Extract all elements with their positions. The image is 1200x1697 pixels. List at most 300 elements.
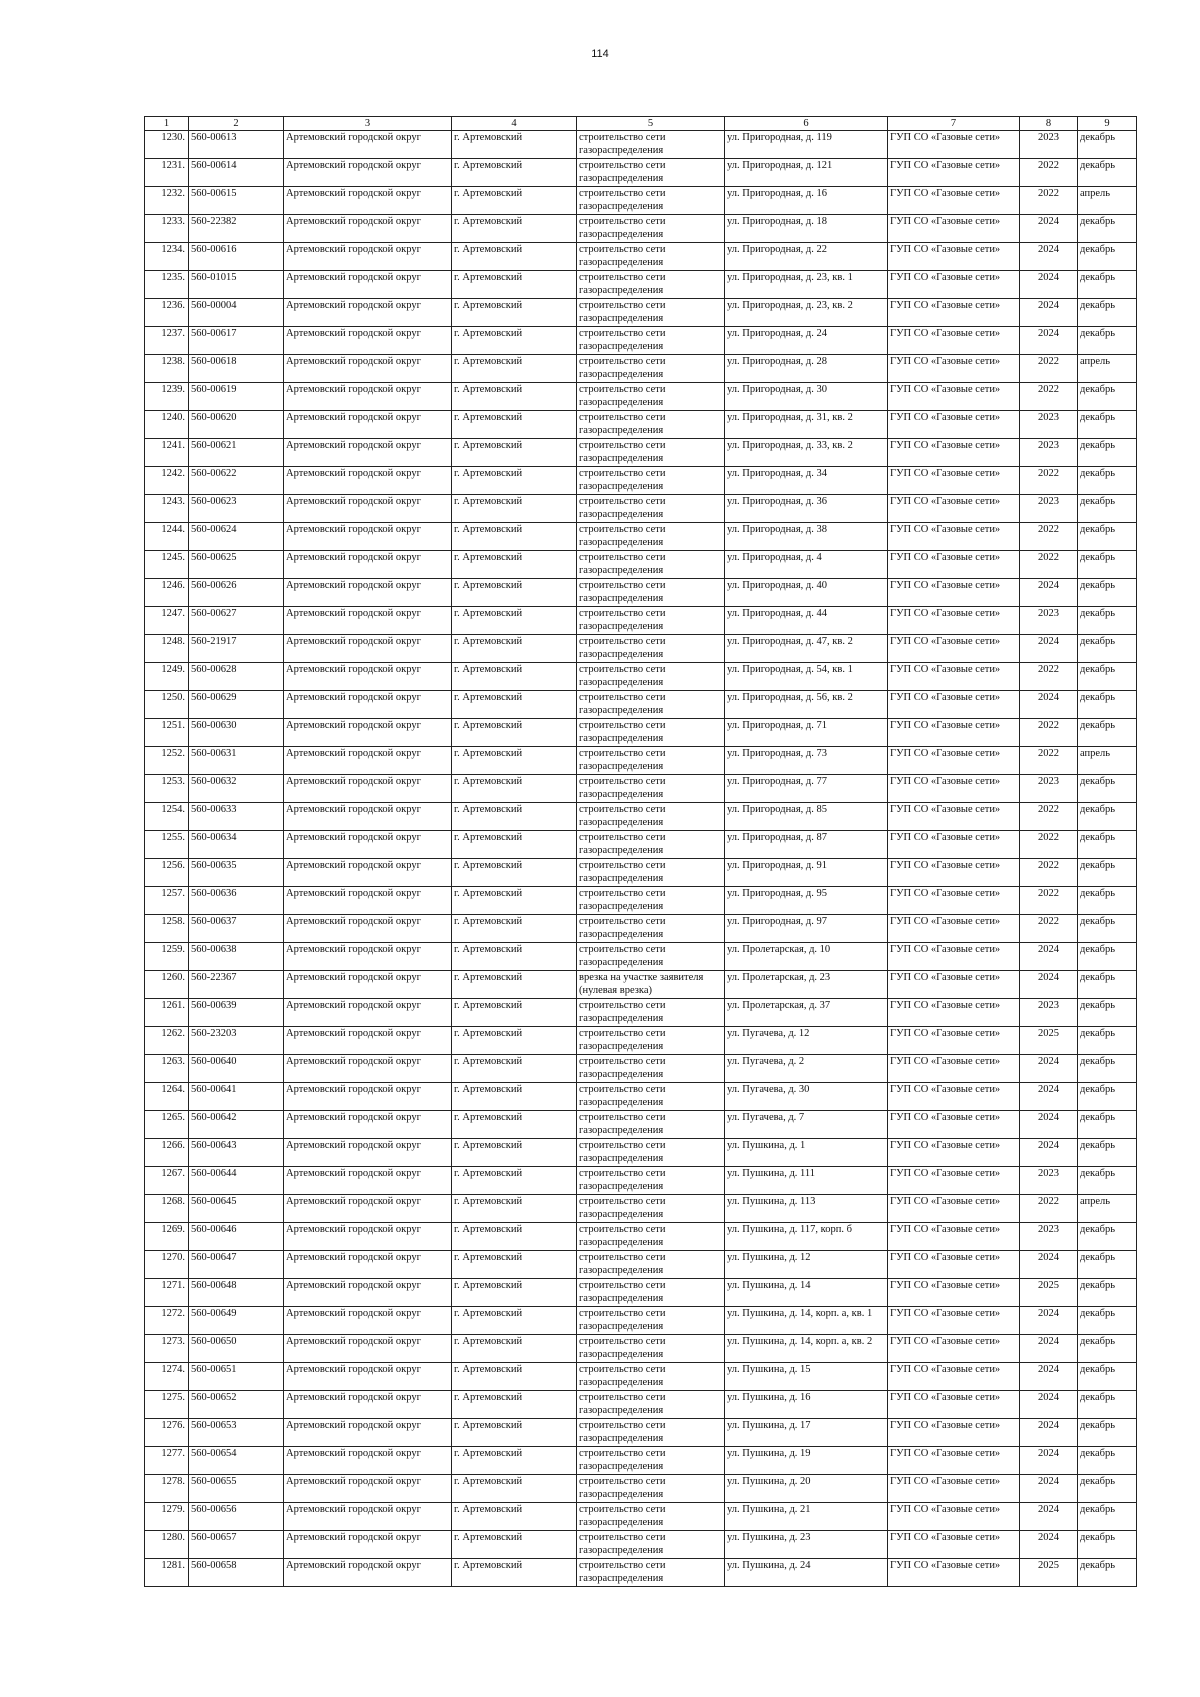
row-number-cell: 1257. [145,887,189,915]
work-type-cell: строительство сети газораспределения [577,887,725,915]
work-type-cell: строительство сети газораспределения [577,299,725,327]
address-cell: ул. Пригородная, д. 85 [725,803,888,831]
address-cell: ул. Пушкина, д. 23 [725,1531,888,1559]
work-type-cell: строительство сети газораспределения [577,1363,725,1391]
organization-cell: ГУП СО «Газовые сети» [888,1055,1020,1083]
district-cell: Артемовский городской округ [284,1503,452,1531]
code-cell: 560-00616 [189,243,284,271]
address-cell: ул. Пригородная, д. 31, кв. 2 [725,411,888,439]
year-cell: 2025 [1020,1559,1078,1587]
settlement-cell: г. Артемовский [452,579,577,607]
district-cell: Артемовский городской округ [284,1111,452,1139]
row-number-cell: 1272. [145,1307,189,1335]
table-row [145,1363,1137,1391]
address-cell: ул. Пригородная, д. 44 [725,607,888,635]
organization-cell: ГУП СО «Газовые сети» [888,1027,1020,1055]
code-cell: 560-00622 [189,467,284,495]
settlement-cell: г. Артемовский [452,635,577,663]
code-cell: 560-00626 [189,579,284,607]
work-type-cell: строительство сети газораспределения [577,495,725,523]
settlement-cell: г. Артемовский [452,1167,577,1195]
row-number-cell: 1276. [145,1419,189,1447]
column-header: 8 [1020,117,1078,131]
page-number: 114 [591,48,609,60]
work-type-cell: строительство сети газораспределения [577,523,725,551]
row-number-cell: 1280. [145,1531,189,1559]
address-cell: ул. Пролетарская, д. 37 [725,999,888,1027]
table-row [145,1083,1137,1111]
settlement-cell: г. Артемовский [452,159,577,187]
month-cell: декабрь [1078,271,1137,299]
settlement-cell: г. Артемовский [452,495,577,523]
table-row [145,1335,1137,1363]
row-number-cell: 1273. [145,1335,189,1363]
code-cell: 560-00633 [189,803,284,831]
table-row [145,1279,1137,1307]
table-row [145,1447,1137,1475]
year-cell: 2024 [1020,1139,1078,1167]
district-cell: Артемовский городской округ [284,439,452,467]
row-number-cell: 1255. [145,831,189,859]
address-cell: ул. Пугачева, д. 30 [725,1083,888,1111]
address-cell: ул. Пригородная, д. 87 [725,831,888,859]
organization-cell: ГУП СО «Газовые сети» [888,355,1020,383]
address-cell: ул. Пушкина, д. 15 [725,1363,888,1391]
settlement-cell: г. Артемовский [452,299,577,327]
row-number-cell: 1275. [145,1391,189,1419]
district-cell: Артемовский городской округ [284,243,452,271]
organization-cell: ГУП СО «Газовые сети» [888,803,1020,831]
work-type-cell: строительство сети газораспределения [577,1391,725,1419]
year-cell: 2024 [1020,327,1078,355]
table-row [145,1391,1137,1419]
month-cell: апрель [1078,747,1137,775]
work-type-cell: строительство сети газораспределения [577,635,725,663]
year-cell: 2022 [1020,831,1078,859]
year-cell: 2023 [1020,607,1078,635]
code-cell: 560-00617 [189,327,284,355]
year-cell: 2024 [1020,1055,1078,1083]
settlement-cell: г. Артемовский [452,187,577,215]
settlement-cell: г. Артемовский [452,215,577,243]
table-row [145,1559,1137,1587]
month-cell: декабрь [1078,999,1137,1027]
address-cell: ул. Пушкина, д. 113 [725,1195,888,1223]
settlement-cell: г. Артемовский [452,915,577,943]
table-row [145,635,1137,663]
work-type-cell: строительство сети газораспределения [577,1223,725,1251]
month-cell: декабрь [1078,803,1137,831]
code-cell: 560-00655 [189,1475,284,1503]
month-cell: декабрь [1078,579,1137,607]
code-cell: 560-00629 [189,691,284,719]
settlement-cell: г. Артемовский [452,467,577,495]
organization-cell: ГУП СО «Газовые сети» [888,579,1020,607]
row-number-cell: 1256. [145,859,189,887]
address-cell: ул. Пригородная, д. 38 [725,523,888,551]
district-cell: Артемовский городской округ [284,1083,452,1111]
row-number-cell: 1245. [145,551,189,579]
address-cell: ул. Пушкина, д. 24 [725,1559,888,1587]
work-type-cell: строительство сети газораспределения [577,355,725,383]
row-number-cell: 1250. [145,691,189,719]
organization-cell: ГУП СО «Газовые сети» [888,1531,1020,1559]
organization-cell: ГУП СО «Газовые сети» [888,1083,1020,1111]
code-cell: 560-00649 [189,1307,284,1335]
district-cell: Артемовский городской округ [284,1335,452,1363]
table-row [145,1027,1137,1055]
address-cell: ул. Пугачева, д. 2 [725,1055,888,1083]
address-cell: ул. Пугачева, д. 12 [725,1027,888,1055]
table-row [145,271,1137,299]
table-row [145,187,1137,215]
code-cell: 560-00635 [189,859,284,887]
settlement-cell: г. Артемовский [452,1279,577,1307]
table-row [145,327,1137,355]
month-cell: апрель [1078,1195,1137,1223]
code-cell: 560-00630 [189,719,284,747]
address-cell: ул. Пригородная, д. 121 [725,159,888,187]
row-number-cell: 1278. [145,1475,189,1503]
district-cell: Артемовский городской округ [284,551,452,579]
district-cell: Артемовский городской округ [284,635,452,663]
settlement-cell: г. Артемовский [452,1503,577,1531]
month-cell: декабрь [1078,1167,1137,1195]
year-cell: 2022 [1020,187,1078,215]
organization-cell: ГУП СО «Газовые сети» [888,1307,1020,1335]
work-type-cell: строительство сети газораспределения [577,1307,725,1335]
month-cell: декабрь [1078,915,1137,943]
column-header: 3 [284,117,452,131]
month-cell: декабрь [1078,1307,1137,1335]
year-cell: 2023 [1020,775,1078,803]
settlement-cell: г. Артемовский [452,1391,577,1419]
row-number-cell: 1264. [145,1083,189,1111]
work-type-cell: строительство сети газораспределения [577,383,725,411]
row-number-cell: 1253. [145,775,189,803]
code-cell: 560-22382 [189,215,284,243]
code-cell: 560-00647 [189,1251,284,1279]
column-header: 4 [452,117,577,131]
table-row [145,915,1137,943]
row-number-cell: 1232. [145,187,189,215]
column-header: 2 [189,117,284,131]
column-header: 5 [577,117,725,131]
address-cell: ул. Пригородная, д. 16 [725,187,888,215]
row-number-cell: 1266. [145,1139,189,1167]
row-number-cell: 1249. [145,663,189,691]
table-row [145,943,1137,971]
month-cell: декабрь [1078,887,1137,915]
district-cell: Артемовский городской округ [284,159,452,187]
organization-cell: ГУП СО «Газовые сети» [888,187,1020,215]
organization-cell: ГУП СО «Газовые сети» [888,131,1020,159]
settlement-cell: г. Артемовский [452,1027,577,1055]
table-body [145,131,1137,1587]
work-type-cell: врезка на участке заявителя (нулевая врезка) [577,971,725,999]
settlement-cell: г. Артемовский [452,523,577,551]
address-cell: ул. Пригородная, д. 47, кв. 2 [725,635,888,663]
address-cell: ул. Пушкина, д. 14 [725,1279,888,1307]
settlement-cell: г. Артемовский [452,803,577,831]
district-cell: Артемовский городской округ [284,355,452,383]
district-cell: Артемовский городской округ [284,1475,452,1503]
row-number-cell: 1242. [145,467,189,495]
year-cell: 2023 [1020,439,1078,467]
month-cell: декабрь [1078,215,1137,243]
address-cell: ул. Пушкина, д. 16 [725,1391,888,1419]
work-type-cell: строительство сети газораспределения [577,1027,725,1055]
district-cell: Артемовский городской округ [284,1447,452,1475]
year-cell: 2023 [1020,495,1078,523]
month-cell: декабрь [1078,495,1137,523]
table-row [145,747,1137,775]
month-cell: декабрь [1078,299,1137,327]
organization-cell: ГУП СО «Газовые сети» [888,299,1020,327]
district-cell: Артемовский городской округ [284,1027,452,1055]
month-cell: декабрь [1078,439,1137,467]
month-cell: декабрь [1078,131,1137,159]
work-type-cell: строительство сети газораспределения [577,1083,725,1111]
table-row [145,1195,1137,1223]
code-cell: 560-00621 [189,439,284,467]
year-cell: 2024 [1020,215,1078,243]
work-type-cell: строительство сети газораспределения [577,411,725,439]
organization-cell: ГУП СО «Газовые сети» [888,439,1020,467]
work-type-cell: строительство сети газораспределения [577,915,725,943]
code-cell: 560-00614 [189,159,284,187]
row-number-cell: 1254. [145,803,189,831]
address-cell: ул. Пушкина, д. 19 [725,1447,888,1475]
row-number-cell: 1248. [145,635,189,663]
code-cell: 560-00643 [189,1139,284,1167]
year-cell: 2024 [1020,1391,1078,1419]
work-type-cell: строительство сети газораспределения [577,1475,725,1503]
district-cell: Артемовский городской округ [284,719,452,747]
settlement-cell: г. Артемовский [452,719,577,747]
district-cell: Артемовский городской округ [284,579,452,607]
organization-cell: ГУП СО «Газовые сети» [888,691,1020,719]
district-cell: Артемовский городской округ [284,299,452,327]
work-type-cell: строительство сети газораспределения [577,551,725,579]
work-type-cell: строительство сети газораспределения [577,999,725,1027]
district-cell: Артемовский городской округ [284,803,452,831]
month-cell: декабрь [1078,607,1137,635]
code-cell: 560-00656 [189,1503,284,1531]
year-cell: 2023 [1020,131,1078,159]
row-number-cell: 1244. [145,523,189,551]
settlement-cell: г. Артемовский [452,1223,577,1251]
work-type-cell: строительство сети газораспределения [577,327,725,355]
row-number-cell: 1235. [145,271,189,299]
code-cell: 560-00615 [189,187,284,215]
organization-cell: ГУП СО «Газовые сети» [888,859,1020,887]
column-header: 9 [1078,117,1137,131]
settlement-cell: г. Артемовский [452,887,577,915]
settlement-cell: г. Артемовский [452,243,577,271]
year-cell: 2024 [1020,271,1078,299]
table-row [145,1251,1137,1279]
table-row [145,887,1137,915]
settlement-cell: г. Артемовский [452,1195,577,1223]
row-number-cell: 1241. [145,439,189,467]
address-cell: ул. Пригородная, д. 73 [725,747,888,775]
code-cell: 560-00619 [189,383,284,411]
address-cell: ул. Пригородная, д. 54, кв. 1 [725,663,888,691]
row-number-cell: 1267. [145,1167,189,1195]
column-header: 7 [888,117,1020,131]
settlement-cell: г. Артемовский [452,551,577,579]
work-type-cell: строительство сети газораспределения [577,439,725,467]
district-cell: Артемовский городской округ [284,1223,452,1251]
organization-cell: ГУП СО «Газовые сети» [888,1503,1020,1531]
table-row [145,691,1137,719]
row-number-cell: 1281. [145,1559,189,1587]
work-type-cell: строительство сети газораспределения [577,719,725,747]
work-type-cell: строительство сети газораспределения [577,131,725,159]
code-cell: 560-00644 [189,1167,284,1195]
row-number-cell: 1231. [145,159,189,187]
month-cell: декабрь [1078,1055,1137,1083]
work-type-cell: строительство сети газораспределения [577,1531,725,1559]
month-cell: декабрь [1078,1251,1137,1279]
organization-cell: ГУП СО «Газовые сети» [888,607,1020,635]
organization-cell: ГУП СО «Газовые сети» [888,243,1020,271]
month-cell: декабрь [1078,551,1137,579]
year-cell: 2024 [1020,1083,1078,1111]
settlement-cell: г. Артемовский [452,1251,577,1279]
row-number-cell: 1265. [145,1111,189,1139]
year-cell: 2022 [1020,551,1078,579]
work-type-cell: строительство сети газораспределения [577,579,725,607]
table-row [145,131,1137,159]
settlement-cell: г. Артемовский [452,1139,577,1167]
settlement-cell: г. Артемовский [452,1559,577,1587]
year-cell: 2024 [1020,1307,1078,1335]
address-cell: ул. Пригородная, д. 97 [725,915,888,943]
work-type-cell: строительство сети газораспределения [577,859,725,887]
row-number-cell: 1238. [145,355,189,383]
settlement-cell: г. Артемовский [452,971,577,999]
row-number-cell: 1271. [145,1279,189,1307]
table-row [145,1419,1137,1447]
settlement-cell: г. Артемовский [452,1475,577,1503]
code-cell: 560-00654 [189,1447,284,1475]
organization-cell: ГУП СО «Газовые сети» [888,215,1020,243]
district-cell: Артемовский городской округ [284,215,452,243]
organization-cell: ГУП СО «Газовые сети» [888,1419,1020,1447]
month-cell: декабрь [1078,1447,1137,1475]
year-cell: 2022 [1020,803,1078,831]
month-cell: декабрь [1078,1279,1137,1307]
row-number-cell: 1274. [145,1363,189,1391]
table-row [145,467,1137,495]
code-cell: 560-00637 [189,915,284,943]
month-cell: декабрь [1078,1503,1137,1531]
year-cell: 2024 [1020,1251,1078,1279]
row-number-cell: 1269. [145,1223,189,1251]
year-cell: 2024 [1020,635,1078,663]
address-cell: ул. Пригородная, д. 4 [725,551,888,579]
address-cell: ул. Пригородная, д. 95 [725,887,888,915]
month-cell: декабрь [1078,159,1137,187]
year-cell: 2024 [1020,299,1078,327]
address-cell: ул. Пугачева, д. 7 [725,1111,888,1139]
work-type-cell: строительство сети газораспределения [577,1559,725,1587]
organization-cell: ГУП СО «Газовые сети» [888,971,1020,999]
district-cell: Артемовский городской округ [284,1559,452,1587]
code-cell: 560-00632 [189,775,284,803]
code-cell: 560-00624 [189,523,284,551]
year-cell: 2023 [1020,1167,1078,1195]
year-cell: 2025 [1020,1279,1078,1307]
table-row [145,1055,1137,1083]
code-cell: 560-00653 [189,1419,284,1447]
settlement-cell: г. Артемовский [452,999,577,1027]
district-cell: Артемовский городской округ [284,495,452,523]
year-cell: 2024 [1020,1503,1078,1531]
code-cell: 560-00636 [189,887,284,915]
month-cell: декабрь [1078,523,1137,551]
settlement-cell: г. Артемовский [452,859,577,887]
year-cell: 2022 [1020,159,1078,187]
month-cell: декабрь [1078,663,1137,691]
address-cell: ул. Пролетарская, д. 23 [725,971,888,999]
work-type-cell: строительство сети газораспределения [577,607,725,635]
row-number-cell: 1240. [145,411,189,439]
table-row [145,1167,1137,1195]
district-cell: Артемовский городской округ [284,1391,452,1419]
organization-cell: ГУП СО «Газовые сети» [888,1391,1020,1419]
year-cell: 2023 [1020,411,1078,439]
code-cell: 560-00623 [189,495,284,523]
code-cell: 560-00642 [189,1111,284,1139]
organization-cell: ГУП СО «Газовые сети» [888,1111,1020,1139]
code-cell: 560-00650 [189,1335,284,1363]
row-number-cell: 1234. [145,243,189,271]
organization-cell: ГУП СО «Газовые сети» [888,719,1020,747]
month-cell: декабрь [1078,635,1137,663]
table-row [145,551,1137,579]
row-number-cell: 1239. [145,383,189,411]
settlement-cell: г. Артемовский [452,411,577,439]
month-cell: декабрь [1078,243,1137,271]
work-type-cell: строительство сети газораспределения [577,1335,725,1363]
month-cell: декабрь [1078,1363,1137,1391]
organization-cell: ГУП СО «Газовые сети» [888,551,1020,579]
code-cell: 560-00652 [189,1391,284,1419]
organization-cell: ГУП СО «Газовые сети» [888,915,1020,943]
table-row [145,999,1137,1027]
work-type-cell: строительство сети газораспределения [577,187,725,215]
address-cell: ул. Пригородная, д. 23, кв. 2 [725,299,888,327]
organization-cell: ГУП СО «Газовые сети» [888,1559,1020,1587]
district-cell: Артемовский городской округ [284,1055,452,1083]
code-cell: 560-00631 [189,747,284,775]
organization-cell: ГУП СО «Газовые сети» [888,663,1020,691]
organization-cell: ГУП СО «Газовые сети» [888,999,1020,1027]
settlement-cell: г. Артемовский [452,691,577,719]
district-cell: Артемовский городской округ [284,747,452,775]
year-cell: 2022 [1020,663,1078,691]
address-cell: ул. Пригородная, д. 33, кв. 2 [725,439,888,467]
table-row [145,299,1137,327]
organization-cell: ГУП СО «Газовые сети» [888,775,1020,803]
row-number-cell: 1252. [145,747,189,775]
address-cell: ул. Пушкина, д. 21 [725,1503,888,1531]
organization-cell: ГУП СО «Газовые сети» [888,1223,1020,1251]
settlement-cell: г. Артемовский [452,1531,577,1559]
